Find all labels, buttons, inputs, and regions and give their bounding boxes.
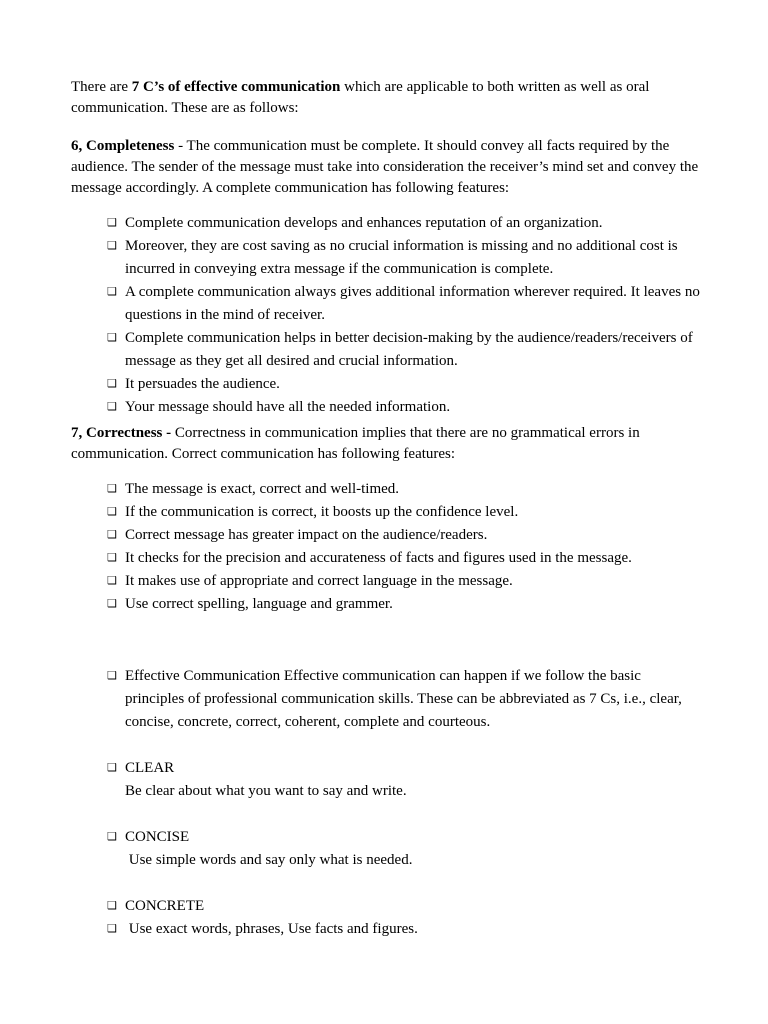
list-item — [107, 757, 701, 803]
checkbox-bullet-icon: ❑ — [107, 401, 117, 413]
checkbox-bullet-icon: ❑ — [107, 332, 117, 344]
checkbox-bullet-icon: ❑ — [107, 529, 117, 541]
list-item: ❑ Effective Communication Effective communication can happen if we follow the basic principles of professional communication skills. These can be abbreviated as 7 Cs, i.e., clear, concise, concrete, correct, coherent, complete and courteous. — [125, 665, 701, 734]
list-item: ❑ It makes use of appropriate and correct language in the message. — [125, 570, 701, 593]
checkbox-bullet-icon: ❑ — [107, 286, 117, 298]
correctness-heading: 7, Correctness - — [71, 425, 172, 441]
completeness-heading: 6, Completeness — [71, 138, 175, 154]
effective-communication-list — [71, 665, 701, 734]
concise-title: CONCISE — [125, 829, 190, 845]
checkbox-bullet-icon: ❑ — [107, 900, 117, 912]
clear-section — [71, 757, 701, 803]
list-item — [107, 826, 701, 872]
concrete-description: Use exact words, phrases, Use facts and figures. — [125, 921, 418, 937]
list-item: ❑ Your message should have all the needed information. — [125, 396, 701, 419]
completeness-list — [71, 212, 701, 419]
checkbox-bullet-icon: ❑ — [107, 762, 117, 774]
list-item: ❑ The message is exact, correct and well-timed. — [125, 478, 701, 501]
completeness-paragraph — [71, 136, 701, 199]
checkbox-bullet-icon: ❑ — [107, 506, 117, 518]
list-item: ❑ A complete communication always gives additional information wherever required. It leaves no questions in the mind of receiver. — [125, 281, 701, 327]
checkbox-bullet-icon: ❑ — [107, 240, 117, 252]
list-item: ❑ If the communication is correct, it boosts up the confidence level. — [125, 501, 701, 524]
list-item — [107, 895, 701, 918]
list-item — [107, 918, 701, 941]
concise-description: Use simple words and say only what is needed. — [125, 852, 413, 868]
clear-title: CLEAR — [125, 760, 175, 776]
checkbox-bullet-icon: ❑ — [107, 923, 117, 935]
concrete-section — [71, 895, 701, 941]
concise-section — [71, 826, 701, 872]
correctness-list — [71, 478, 701, 616]
completeness-text: - The communication must be complete. It should convey all facts required by the audience. The sender of the message must take into consideration the receiver’s mind set and convey the message accordingly. A complete communication has following features: — [71, 138, 699, 196]
clear-description: Be clear about what you want to say and write. — [125, 783, 407, 799]
checkbox-bullet-icon: ❑ — [107, 575, 117, 587]
checkbox-bullet-icon: ❑ — [107, 217, 117, 229]
list-item: ❑ Complete communication helps in better decision-making by the audience/readers/receivers of message as they get all desired and crucial information. — [125, 327, 701, 373]
intro-text-pre: There are — [71, 79, 132, 95]
list-item: ❑ Correct message has greater impact on the audience/readers. — [125, 524, 701, 547]
checkbox-bullet-icon: ❑ — [107, 483, 117, 495]
intro-paragraph — [71, 77, 701, 119]
checkbox-bullet-icon: ❑ — [107, 831, 117, 843]
intro-text-post: which are applicable to both written as well as oral communication. These are as follows: — [71, 79, 650, 116]
document-page — [71, 77, 701, 941]
list-item: ❑ Moreover, they are cost saving as no crucial information is missing and no additional cost is incurred in conveying extra message if the communication is complete. — [125, 235, 701, 281]
checkbox-bullet-icon: ❑ — [107, 552, 117, 564]
list-item: ❑ Complete communication develops and enhances reputation of an organization. — [125, 212, 701, 235]
list-item: ❑ It checks for the precision and accurateness of facts and figures used in the message. — [125, 547, 701, 570]
list-item: ❑ Use correct spelling, language and grammer. — [125, 593, 701, 616]
checkbox-bullet-icon: ❑ — [107, 378, 117, 390]
checkbox-bullet-icon: ❑ — [107, 598, 117, 610]
list-item: ❑ It persuades the audience. — [125, 373, 701, 396]
correctness-paragraph — [71, 423, 701, 465]
checkbox-bullet-icon: ❑ — [107, 670, 117, 682]
correctness-text: Correctness in communication implies that there are no grammatical errors in communication. Correct communication has following features: — [71, 425, 640, 462]
intro-text-bold: 7 C’s of effective communication — [131, 79, 341, 95]
concrete-title: CONCRETE — [125, 898, 205, 914]
